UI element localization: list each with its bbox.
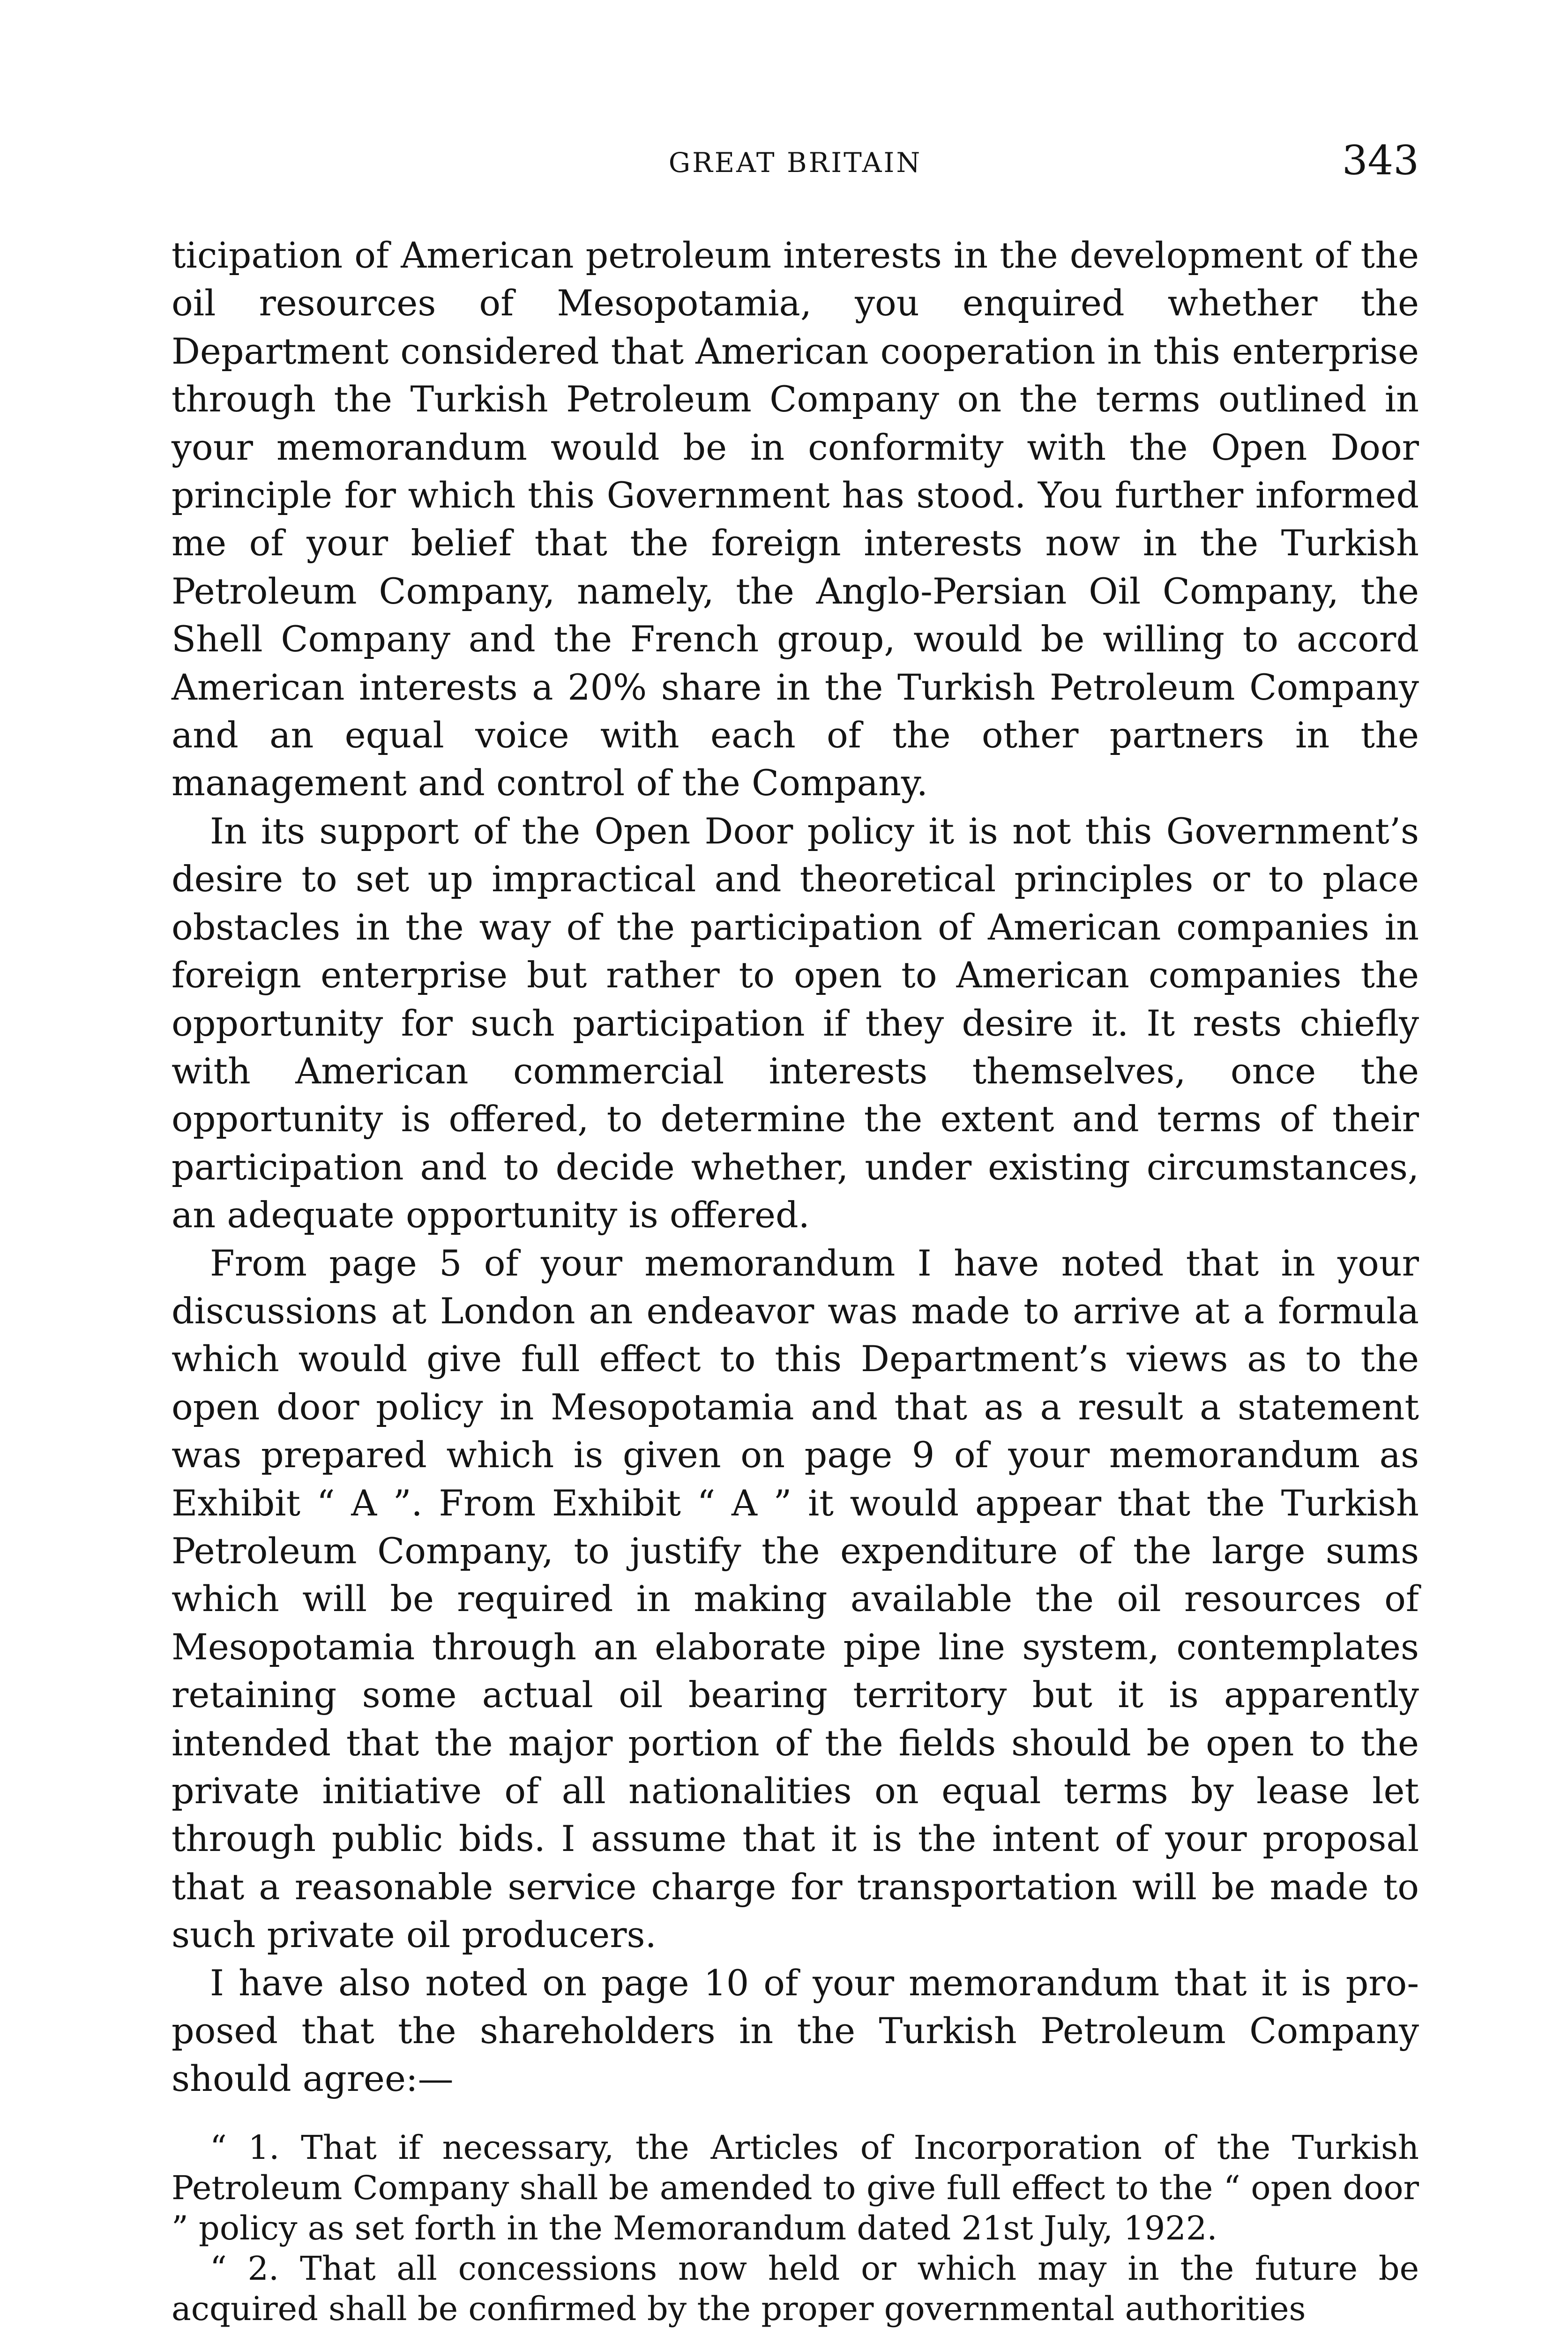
paragraph-exhibit-a: From page 5 of your memorandum I have noted that in your discussions at London an endeavor was made to arrive at a formula which would give full effect to this Department’s views as to the open door policy in Mesopotamia and that as a result a statement was prepared which is given on page 9 of your memorandum as Exhibit “ A ”. From Exhibit “ A ” it would appear that the Turkish Petroleum Company, to justify the expenditure of the large sums which will be required in making available the oil resources of Mesopotamia through an elaborate pipe line system, contemplates retaining some actual oil bearing territory but it is apparently intended that the major portion of the fields should be open to the private initiative of all nationalities on equal terms by lease let through public bids. I assume that it is the intent of your proposal that a reasonable service charge for transportation will be made to such private oil producers. bbox=[172, 1242, 1419, 1956]
quoted-clause-1: “ 1. That if necessary, the Articles of Incorporation of the Turkish Petroleum Company shall be amended to give full effect to the “ open door ” policy as set forth in the Memorandum dated 21st July, 1922. bbox=[172, 2128, 1419, 2247]
paragraph-shareholders: I have also noted on page 10 of your memorandum that it is proposed that the shareholders in the Turkish Petroleum Company should agree:— bbox=[172, 1962, 1419, 2100]
running-title: GREAT BRITAIN bbox=[668, 147, 922, 179]
paragraph-open-door-policy: In its support of the Open Door policy it is not this Government’s desire to set up impractical and theoretical principles or to place obstacles in the way of the participation of American companies in foreign enterprise but rather to open to American companies the opportunity for such participation if they desire it. It rests chiefly with American commercial interests themselves, once the opportunity is offered, to determine the extent and terms of their participation and to decide whether, under existing circumstances, an adequate opportunity is offered. bbox=[172, 810, 1419, 1236]
page-number: 343 bbox=[1342, 137, 1419, 184]
body-text bbox=[172, 231, 1419, 2329]
running-head bbox=[172, 137, 1419, 193]
spacer bbox=[172, 2103, 1419, 2127]
quoted-clause-2: “ 2. That all concessions now held or which may in the future be acquired shall be confirmed by the proper governmental authorities bbox=[172, 2249, 1419, 2328]
paragraph-continuation: ticipation of American petroleum interests in the development of the oil resources of Mesopotamia, you enquired whether the Department considered that American cooperation in this enterprise through the Turkish Petroleum Company on the terms outlined in your memorandum would be in conformity with the Open Door principle for which this Government has stood. You further informed me of your belief that the foreign interests now in the Turkish Petroleum Company, namely, the Anglo-Persian Oil Company, the Shell Company and the French group, would be willing to accord American interests a 20% share in the Turkish Petroleum Company and an equal voice with each of the other partners in the management and control of the Company. bbox=[172, 234, 1419, 804]
